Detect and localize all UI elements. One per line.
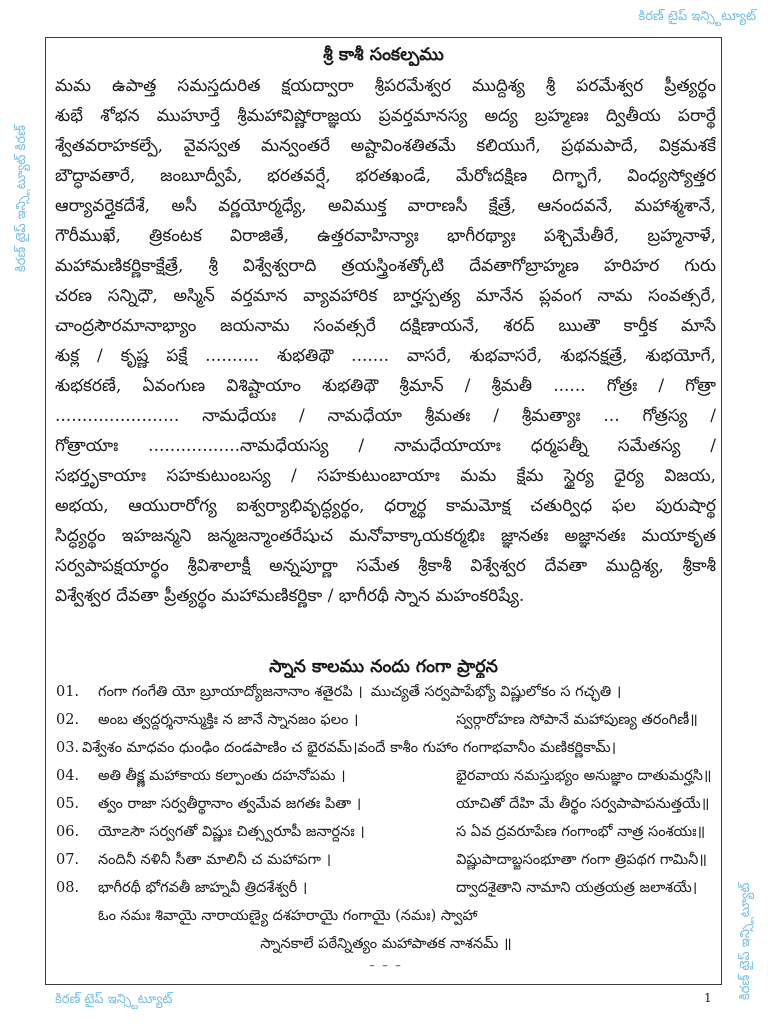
sankalpam-line: సర్వపాపక్షయార్థం శ్రీవిశాలాక్షీ అన్నపూర్ణా సమేత శ్రీకాశీ విశ్వేశ్వర దేవతా ముద్దిశ్య, శ్రీకాశీ xyxy=(55,556,716,576)
verse-first-half: అతి తీక్ష్ణ మహాకాయ కల్పాంతు దహనోపమ । xyxy=(98,768,346,784)
verse-second-half: స్వర్గారోహణ సోపానే మహాపుణ్య తరంగిణీ॥ xyxy=(456,712,698,728)
watermark-left-vertical: కిరణ్ టైప్ ఇన్స్టిట్యూట్ కిరణ్ xyxy=(14,125,29,272)
verse-first-half: అంబ త్వద్దర్శనాన్ముక్తిః న జానే స్నానజం ఫలం । xyxy=(98,712,359,728)
verse-text xyxy=(98,818,716,846)
verse-text xyxy=(98,706,716,734)
verse-row xyxy=(56,818,716,846)
watermark-top-right: కిరణ్ టైప్ ఇన్స్టిట్యూట్ xyxy=(638,9,756,24)
verse-row xyxy=(56,678,716,706)
sankalpam-line: గోత్రాయాః .................నామధేయస్య / నామధేయాయాః ధర్మపత్నీ సమేతస్య / xyxy=(55,436,716,456)
sankalpam-line: విశ్వేశ్వర దేవతా ప్రీత్యర్థం మహామణికర్ణికా / భాగీరథీ స్నాన మహంకరిష్యే. xyxy=(55,586,525,606)
closing-mantra: ఓం నమః శివాయై నారాయణ్యై దశహరాయై గంగాయై (నమః) స్వాహా xyxy=(98,908,478,924)
verse-row xyxy=(56,846,716,874)
sankalpam-line: సిద్ధ్యర్థం ఇహజన్మని జన్మజన్మాంతరేషుచ మనోవాక్కాయకర్మభిః జ్ఞానతః అజ్ఞానతః మయాకృత xyxy=(55,526,716,546)
watermark-bottom-left: కిరణ్ టైప్ ఇన్స్టిట్యూట్ xyxy=(55,992,173,1007)
verse-second-half: భైరవాయ నమస్తుభ్యం అనుజ్ఞాం దాతుమర్హసి॥ xyxy=(456,768,712,784)
sankalpam-line: ఆర్యావర్తైకదేశే, అసీ వర్ణయోర్మధ్యే, అవిముక్త వారాణసీ క్షేత్రే, ఆనందవనే, మహాశ్మశానే, xyxy=(55,196,716,216)
verse-first-half: యో౽సౌ సర్వగతో విష్ణుః చిత్స్వరూపీ జనార్దనః । xyxy=(98,824,365,840)
verse-second-half: ద్వాదశైతాని నామాని యత్రయత్ర జలాశయే। xyxy=(456,880,698,896)
verse-first-half: విశ్వేశం మాధవం ధుంఢిం దండపాణిం చ భైరవమ్। xyxy=(82,740,358,756)
verse-number: 07. xyxy=(56,852,80,868)
verse-text xyxy=(82,734,716,762)
verse-text xyxy=(98,678,716,706)
verse-first-half: గంగా గంగేతి యో బ్రూయాద్యోజనానాం శతైరపి । xyxy=(98,684,363,700)
sankalpam-line: మహామణికర్ణికాక్షేత్రే, శ్రీ విశ్వేశ్వరాది త్రయస్త్రింశత్కోటి దేవతాగోబ్రాహ్మణ హరిహర గురు xyxy=(55,256,716,276)
verse-second-half: వందే కాశీం గుహాం గంగాభవానీం మణికర్ణికామ్। xyxy=(357,740,617,756)
end-marker: – – – xyxy=(369,959,403,972)
verse-row xyxy=(56,790,716,818)
verse-number: 06. xyxy=(56,824,80,840)
verse-second-half: ముచ్యతే సర్వపాపేభ్యో విష్ణులోకం స గచ్ఛతి । xyxy=(370,684,622,700)
verse-row xyxy=(56,734,716,762)
verse-row xyxy=(56,762,716,790)
sankalpam-line: గౌరీముఖే, త్రికంటక విరాజితే, ఉత్తరవాహిన్యాః భాగీరథ్యాః పశ్చిమేతీరే, బ్రహ్మనాళే, xyxy=(55,226,716,246)
verse-second-half: స ఏవ ద్రవరూపేణ గంగాంభో నాత్ర సంశయః॥ xyxy=(456,824,706,840)
verse-number: 08. xyxy=(56,880,80,896)
sankalpam-line: శుభకరణే, ఏవంగుణ విశిష్టాయాం శుభతిథౌ శ్రీమాన్ / శ్రీమతీ ...... గోత్రః / గోత్రా xyxy=(55,376,716,396)
verse-first-half: నందినీ నళినీ సీతా మాలినీ చ మహాపగా । xyxy=(98,852,332,868)
sankalpam-line: ....................... నామధేయః / నామధేయా శ్రీమతః / శ్రీమత్యాః ... గోత్రస్య / xyxy=(55,406,716,426)
page-title: శ్రీ కాశీ సంకల్పము xyxy=(323,45,444,65)
sankalpam-line: సభర్తృకాయాః సహకుటుంబస్య / సహకుటుంబాయాః మమ క్షేమ స్థైర్య ధైర్య విజయ, xyxy=(55,466,716,486)
sankalpam-line: శ్వేతవరాహకల్పే, వైవస్వత మన్వంతరే అష్టావింశతితమే కలియుగే, ప్రథమపాదే, విక్రమశకే xyxy=(55,136,716,156)
page-number: 1 xyxy=(704,991,712,1005)
sankalpam-line: చాంద్రసౌరమానాభ్యాం జయనామ సంవత్సరే దక్షిణాయనే, శరద్ ఋతౌ కార్తీక మాసే xyxy=(55,316,716,336)
prayer-verses xyxy=(56,678,716,974)
verse-text xyxy=(98,790,716,818)
verse-text xyxy=(98,762,716,790)
sankalpam-line: చరణ సన్నిధౌ, అస్మిన్ వర్తమాన వ్యావహారిక బార్హస్పత్య మానేన ప్లవంగ నామ సంవత్సరే, xyxy=(55,286,716,306)
verse-second-half: యాచితో దేహి మే తీర్థం సర్వపాపాపనుత్తయే॥ xyxy=(456,796,710,812)
verse-first-half: త్వం రాజా సర్వతీర్థానాం త్వమేవ జగతః పితా । xyxy=(98,796,362,812)
prayer-heading: స్నాన కాలము నందు గంగా ప్రార్థన xyxy=(269,657,498,677)
verse-number: 03. xyxy=(56,740,80,756)
verse-number: 01. xyxy=(56,684,80,700)
verse-number: 04. xyxy=(56,768,80,784)
verse-number: 02. xyxy=(56,712,80,728)
sankalpam-paragraph xyxy=(55,71,716,611)
sankalpam-line: శుక్ల / కృష్ణ పక్షే .......... శుభతిథౌ ....... వాసరే, శుభవాసరే, శుభనక్షత్రే, శుభయోగే, xyxy=(55,346,716,366)
verse-row xyxy=(56,706,716,734)
verse-second-half: విష్ణుపాదాబ్జసంభూతా గంగా త్రిపథగ గామినీ॥ xyxy=(456,852,707,868)
verse-row xyxy=(56,874,716,902)
verse-number: 05. xyxy=(56,796,80,812)
sankalpam-line: అభయ, ఆయురారోగ్య ఐశ్వర్యాభివృద్ధ్యర్థం, ధర్మార్థ కామమోక్ష చతుర్విధ ఫల పురుషార్థ xyxy=(55,496,716,516)
verse-text xyxy=(98,846,716,874)
verse-text xyxy=(98,874,716,902)
sankalpam-line: శుభే శోభన ముహూర్తే శ్రీమహావిష్ణోరాజ్ఞయ ప్రవర్తమానస్య అద్య బ్రహ్మణః ద్వితీయ పరార్థే xyxy=(55,106,716,126)
closing-verse: స్నానకాలే పఠేన్నిత్యం మహాపాతక నాశనమ్ ॥ xyxy=(260,936,512,952)
verse-first-half: భాగీరథీ భోగవతీ జాహ్నవీ త్రిదశేశ్వరీ । xyxy=(98,880,308,896)
watermark-right-vertical: కిరణ్ టైప్ ఇన్స్టిట్యూట్ xyxy=(738,882,753,1000)
sankalpam-line: బౌద్ధావతారే, జంబూద్వీపే, భరతవర్షే, భరతఖండే, మేరోఃదక్షిణ దిగ్భాగే, వింధ్యస్యోత్తర xyxy=(55,166,716,186)
sankalpam-line: మమ ఉపాత్త సమస్తదురిత క్షయద్వారా శ్రీపరమేశ్వర ముద్దిశ్య శ్రీ పరమేశ్వర ప్రీత్యర్థం xyxy=(55,76,716,96)
